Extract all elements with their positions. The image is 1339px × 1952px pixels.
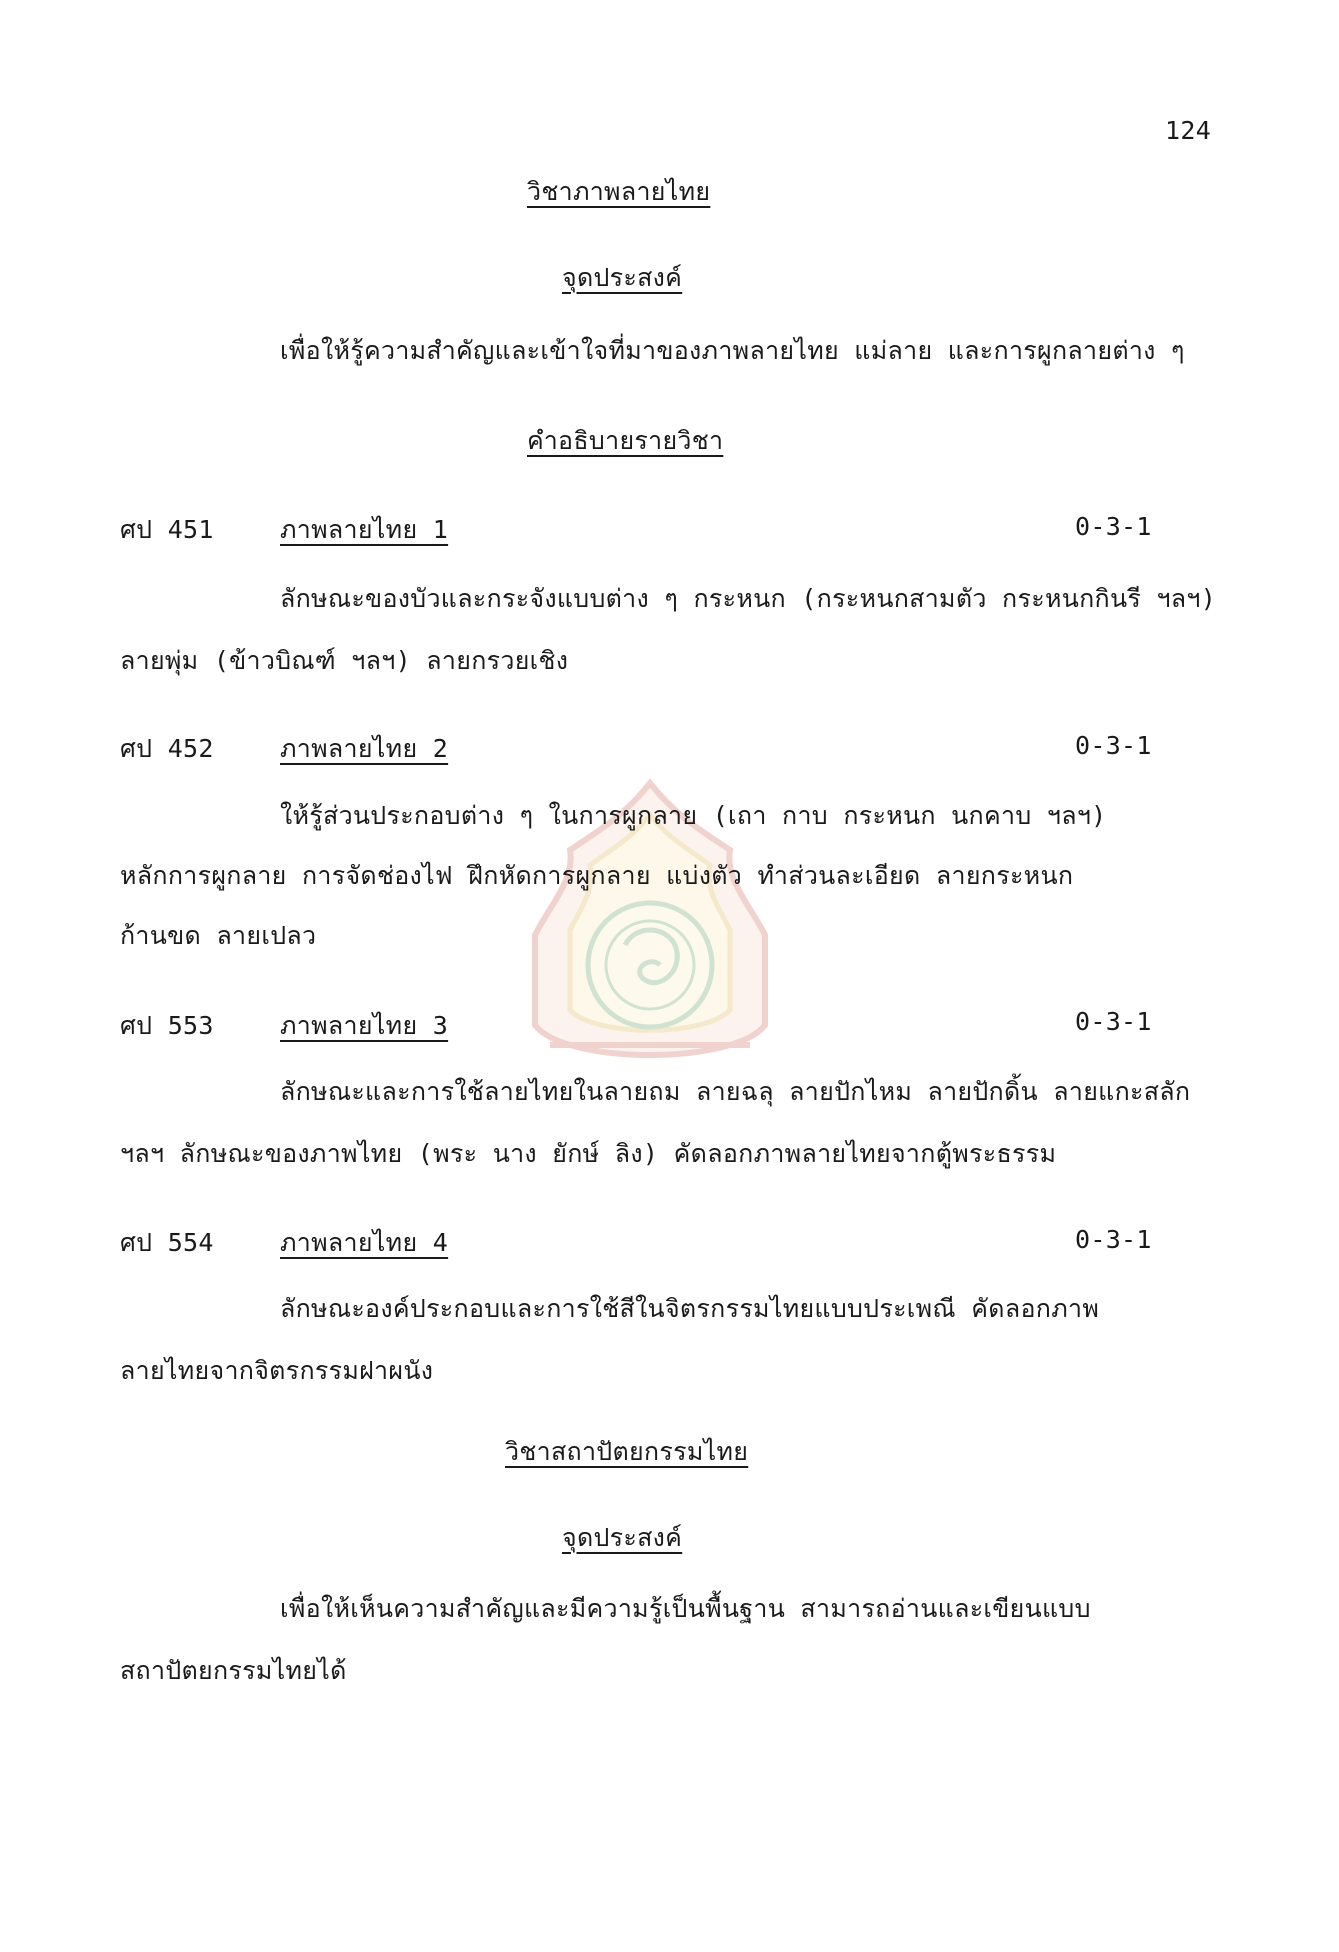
objective-text: สถาปัตยกรรมไทยได้ — [120, 1656, 347, 1685]
objective-text: เพื่อให้รู้ความสำคัญและเข้าใจที่มาของภาพลายไทย แม่ลาย และการผูกลายต่าง ๆ — [280, 336, 1185, 365]
course-name: ภาพลายไทย 3 — [280, 1011, 449, 1040]
course-code: ศป 553 — [120, 1011, 214, 1040]
course-description-line: หลักการผูกลาย การจัดช่องไฟ ฝึกหัดการผูกลาย แบ่งตัว ทำส่วนละเอียด ลายกระหนก — [120, 861, 1074, 890]
course-name: ภาพลายไทย 1 — [280, 515, 449, 544]
course-description-line: ลักษณะองค์ประกอบและการใช้สีในจิตรกรรมไทยแบบประเพณี คัดลอกภาพ — [280, 1294, 1100, 1323]
course-description-line: ลายไทยจากจิตรกรรมฝาผนัง — [120, 1356, 434, 1385]
section-title: วิชาภาพลายไทย — [527, 177, 711, 206]
course-code: ศป 451 — [120, 515, 214, 544]
course-code: ศป 554 — [120, 1228, 214, 1257]
course-credits: 0-3-1 — [1075, 731, 1152, 760]
course-description-line: ฯลฯ ลักษณะของภาพไทย (พระ นาง ยักษ์ ลิง) คัดลอกภาพลายไทยจากตู้พระธรรม — [120, 1139, 1057, 1168]
page-number: 124 — [1165, 116, 1212, 145]
objective-heading: จุดประสงค์ — [562, 1523, 683, 1552]
course-description-line: ก้านขด ลายเปลว — [120, 921, 317, 950]
course-credits: 0-3-1 — [1075, 1225, 1152, 1254]
course-description-line: ลักษณะของบัวและกระจังแบบต่าง ๆ กระหนก (กระหนกสามตัว กระหนกกินรี ฯลฯ) — [280, 584, 1217, 613]
course-description-line: ลักษณะและการใช้ลายไทยในลายถม ลายฉลุ ลายปักไหม ลายปักดิ้น ลายแกะสลัก — [280, 1077, 1191, 1106]
course-name: ภาพลายไทย 2 — [280, 734, 449, 763]
course-name: ภาพลายไทย 4 — [280, 1228, 449, 1257]
course-credits: 0-3-1 — [1075, 1007, 1152, 1036]
objective-heading: จุดประสงค์ — [562, 263, 683, 292]
course-description-line: ให้รู้ส่วนประกอบต่าง ๆ ในการผูกลาย (เถา กาบ กระหนก นกคาบ ฯลฯ) — [280, 801, 1107, 830]
section-title: วิชาสถาปัตยกรรมไทย — [505, 1437, 749, 1466]
course-description-line: ลายพุ่ม (ข้าวบิณฑ์ ฯลฯ) ลายกรวยเชิง — [120, 646, 569, 675]
description-heading: คำอธิบายรายวิชา — [527, 426, 724, 455]
course-code: ศป 452 — [120, 734, 214, 763]
course-credits: 0-3-1 — [1075, 512, 1152, 541]
objective-text: เพื่อให้เห็นความสำคัญและมีความรู้เป็นพื้นฐาน สามารถอ่านและเขียนแบบ — [280, 1594, 1091, 1623]
